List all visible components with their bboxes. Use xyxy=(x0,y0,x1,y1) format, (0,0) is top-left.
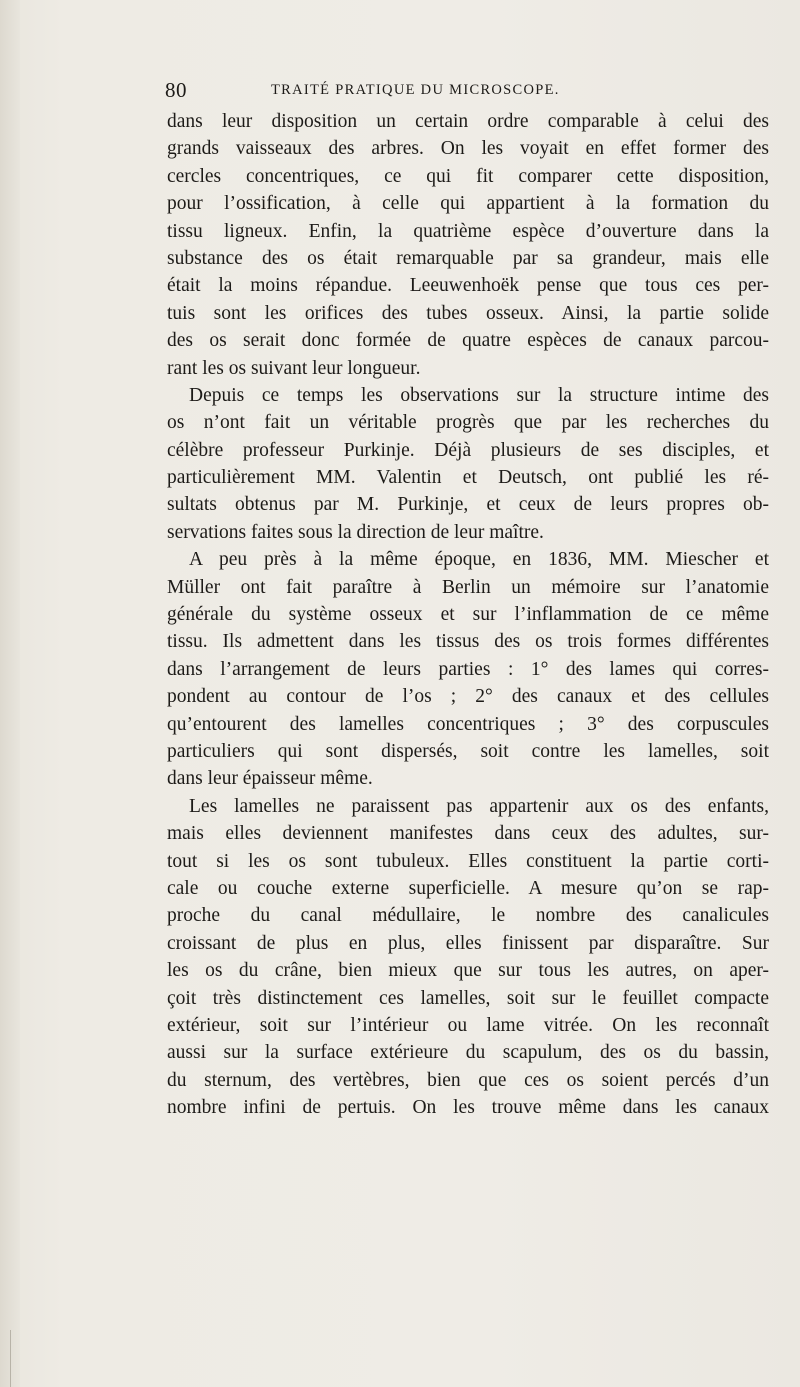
text-line: des os serait donc formée de quatre espèces de canaux parcou- xyxy=(167,330,769,352)
text-line: Depuis ce temps les observations sur la structure intime des xyxy=(189,384,769,406)
text-line: substance des os était remarquable par sa grandeur, mais elle xyxy=(167,247,769,269)
page-edge-shadow xyxy=(10,1330,11,1387)
text-line: Müller ont fait paraître à Berlin un mémoire sur l’anatomie xyxy=(167,576,769,598)
text-line: était la moins répandue. Leeuwenhoëk pense que tous ces per- xyxy=(167,275,769,297)
text-line: dans l’arrangement de leurs parties : 1° des lames qui corres- xyxy=(167,658,769,680)
text-line: tuis sont les orifices des tubes osseux. Ainsi, la partie solide xyxy=(167,302,769,324)
running-title: TRAITÉ PRATIQUE DU MICROSCOPE. xyxy=(271,82,560,98)
page-number: 80 xyxy=(165,78,187,102)
text-line: cercles concentriques, ce qui fit comparer cette disposition, xyxy=(167,165,769,187)
text-line: proche du canal médullaire, le nombre des canalicules xyxy=(167,905,769,927)
text-line: mais elles deviennent manifestes dans ceux des adultes, sur- xyxy=(167,823,769,845)
text-line: aussi sur la surface extérieure du scapulum, des os du bassin, xyxy=(167,1042,769,1064)
text-line: célèbre professeur Purkinje. Déjà plusieurs de ses disciples, et xyxy=(167,439,769,461)
text-line: croissant de plus en plus, elles finissent par disparaître. Sur xyxy=(167,932,769,954)
text-line: tissu. Ils admettent dans les tissus des os trois formes différentes xyxy=(167,631,769,653)
text-line: du sternum, des vertèbres, bien que ces os soient percés d’un xyxy=(167,1069,769,1091)
text-line: particuliers qui sont dispersés, soit contre les lamelles, soit xyxy=(167,740,769,762)
text-line: dans leur disposition un certain ordre comparable à celui des xyxy=(167,111,769,132)
text-line: générale du système osseux et sur l’inflammation de ce même xyxy=(167,604,769,626)
text-line: cale ou couche externe superficielle. A mesure qu’on se rap- xyxy=(167,877,769,899)
text-line: les os du crâne, bien mieux que sur tous les autres, on aper- xyxy=(167,960,769,982)
text-line: grands vaisseaux des arbres. On les voyait en effet former des xyxy=(167,138,769,160)
text-line: pour l’ossification, à celle qui appartient à la formation du xyxy=(167,193,769,215)
text-line: A peu près à la même époque, en 1836, MM. Miescher et xyxy=(189,549,769,571)
text-line: dans leur épaisseur même. xyxy=(167,768,373,790)
text-line: nombre infini de pertuis. On les trouve même dans les canaux xyxy=(167,1097,769,1119)
text-line: os n’ont fait un véritable progrès que par les recherches du xyxy=(167,412,769,434)
text-line: rant les os suivant leur longueur. xyxy=(167,357,421,379)
text-line: Les lamelles ne paraissent pas appartenir aux os des enfants, xyxy=(189,795,769,817)
body-text xyxy=(167,108,769,1121)
page-header xyxy=(165,78,765,108)
text-line: qu’entourent des lamelles concentriques ; 3° des corpuscules xyxy=(167,713,769,735)
text-line: tissu ligneux. Enfin, la quatrième espèce d’ouverture dans la xyxy=(167,220,769,242)
text-line: sultats obtenus par M. Purkinje, et ceux de leurs propres ob- xyxy=(167,494,769,516)
text-line: pondent au contour de l’os ; 2° des canaux et des cellules xyxy=(167,686,769,708)
page-left-edge xyxy=(0,0,20,1387)
text-line: extérieur, soit sur l’intérieur ou lame vitrée. On les reconnaît xyxy=(167,1014,769,1036)
text-line: tout si les os sont tubuleux. Elles constituent la partie corti- xyxy=(167,850,769,872)
text-line: particulièrement MM. Valentin et Deutsch, ont publié les ré- xyxy=(167,467,769,489)
text-line: servations faites sous la direction de leur maître. xyxy=(167,521,544,543)
text-line: çoit très distinctement ces lamelles, soit sur le feuillet compacte xyxy=(167,987,769,1009)
